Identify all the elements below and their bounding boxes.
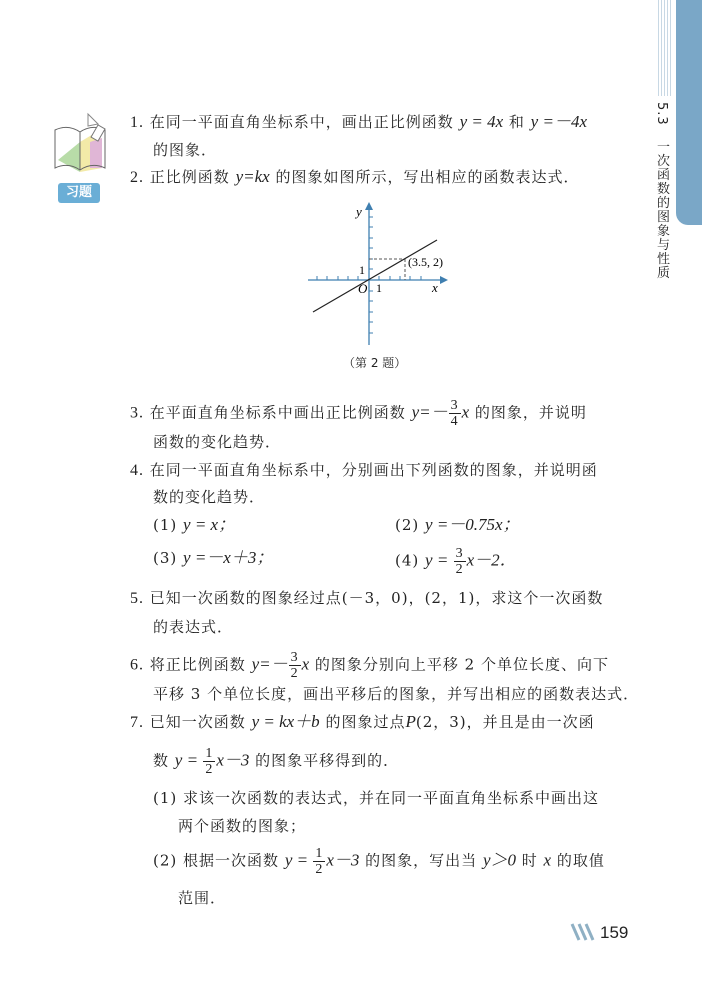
math: y =－4x: [530, 112, 587, 131]
subquestion-2: [153, 846, 605, 877]
math: y = x；: [183, 515, 236, 534]
fraction: [203, 746, 215, 777]
text: 的图象如图所示，写出相应的函数表达式．: [269, 168, 580, 186]
item-3: [153, 548, 273, 568]
text: 数: [153, 751, 175, 770]
label: (4): [395, 551, 420, 570]
math: x－3: [326, 850, 360, 870]
problem-4-cont: 数的变化趋势．: [153, 488, 266, 506]
numerator: 3: [290, 650, 299, 665]
problem-4: [130, 460, 598, 481]
point-label: (3.5, 2): [408, 255, 443, 269]
text: 时: [515, 851, 544, 870]
x-tick-label: 1: [376, 281, 382, 295]
y-label: y: [356, 204, 362, 219]
text: 求该一次函数的表达式，并在同一平面直角坐标系中画出这: [183, 789, 600, 807]
fraction: [289, 650, 301, 681]
text: 的图象过点: [319, 713, 406, 731]
problem-3-cont: 函数的变化趋势．: [153, 433, 282, 451]
math: y＞0: [482, 850, 516, 870]
x-label: x: [432, 280, 438, 295]
math: y=－: [251, 654, 288, 674]
figure-graph: [300, 200, 450, 350]
text: 根据一次函数: [183, 851, 285, 870]
numerator: 1: [315, 846, 324, 861]
math: x: [461, 402, 470, 422]
function-line: [313, 240, 437, 312]
problem-number: 3.: [130, 404, 144, 422]
text: 的图象分别向上平移 2 个单位长度、向下: [309, 655, 609, 674]
text: 正比例函数: [149, 168, 236, 186]
problem-5-cont: 的表达式．: [153, 618, 234, 636]
label: (1): [153, 789, 178, 807]
math: P: [405, 712, 416, 731]
math: y =－0.75x；: [425, 515, 520, 534]
decorative-rules: [658, 0, 672, 96]
problem-7: [130, 712, 595, 733]
numerator: 3: [450, 398, 459, 413]
problem-3: [130, 398, 587, 429]
denominator: 2: [315, 862, 324, 877]
fraction: [449, 398, 461, 429]
text: 在同一平面直角坐标系中，分别画出下列函数的图象，并说明函: [149, 461, 598, 479]
chapter-tab: [676, 0, 702, 225]
text: 的图象，并说明: [469, 403, 587, 422]
label: (2): [153, 851, 178, 870]
math: y =: [174, 750, 203, 770]
text: 将正比例函数: [149, 655, 252, 674]
exercise-badge: 习题: [58, 183, 100, 203]
text: 已知一次函数的图象经过点(－3，0)，(2，1)，求这个一次函数: [149, 589, 604, 607]
y-tick-label: 1: [359, 263, 365, 277]
problem-2: [130, 167, 579, 188]
page-number: 159: [600, 923, 629, 942]
math: y = kx＋b: [251, 712, 320, 731]
math: y=kx: [235, 167, 270, 186]
text: (2，3)，并且是由一次函: [415, 713, 595, 731]
y-arrow-icon: [365, 202, 373, 210]
section-title: 5.3 一次函数的图象与性质: [654, 102, 669, 280]
math: y =: [425, 550, 453, 570]
numerator: 3: [455, 546, 464, 561]
math: y = 4x: [459, 112, 504, 131]
item-1: [153, 515, 235, 535]
problem-number: 5.: [130, 590, 144, 607]
math: x: [301, 654, 310, 674]
text: 在平面直角坐标系中画出正比例函数: [149, 403, 412, 422]
math: y =－x＋3；: [183, 548, 274, 567]
fraction: [454, 546, 466, 577]
item-2: [395, 515, 520, 535]
problem-number: 2.: [130, 169, 144, 186]
math: x－3: [216, 750, 250, 770]
x-arrow-icon: [440, 276, 448, 284]
subquestion-2-cont: 范围．: [178, 889, 227, 907]
math: y =: [284, 850, 313, 870]
text: 的图象，写出当: [359, 851, 483, 870]
math: y=－: [411, 402, 448, 422]
problem-number: 4.: [130, 462, 144, 479]
problem-6-cont: 平移 3 个单位长度，画出平移后的图象，并写出相应的函数表达式．: [153, 685, 640, 703]
problem-number: 6.: [130, 656, 144, 674]
text: 已知一次函数: [149, 713, 252, 731]
problem-number: 1.: [130, 114, 144, 131]
problem-number: 7.: [130, 714, 144, 731]
page-stripes-icon: [570, 922, 598, 942]
math: x－2．: [466, 550, 517, 570]
problem-5: [130, 588, 603, 609]
denominator: 2: [205, 762, 214, 777]
fraction: [313, 846, 325, 877]
label: (3): [153, 549, 178, 567]
math: x: [543, 850, 552, 870]
figure-caption: （第 2 题）: [343, 356, 407, 370]
label: (1): [153, 516, 178, 534]
denominator: 2: [290, 666, 299, 681]
label: (2): [395, 516, 420, 534]
problem-6: [130, 650, 609, 681]
subquestion-1: [153, 788, 599, 808]
problem-1: [130, 112, 587, 133]
problem-1-cont: 的图象．: [153, 141, 218, 159]
text: 的取值: [551, 851, 605, 870]
origin-label: O: [358, 281, 368, 296]
exercise-book-icon: [50, 112, 110, 180]
text: 的图象平移得到的．: [249, 751, 400, 770]
denominator: 2: [455, 562, 464, 577]
text: 和: [503, 113, 531, 131]
numerator: 1: [205, 746, 214, 761]
item-4: [395, 546, 517, 577]
subquestion-1-cont: 两个函数的图象；: [178, 817, 307, 835]
denominator: 4: [450, 414, 459, 429]
text: 在同一平面直角坐标系中，画出正比例函数: [149, 113, 460, 131]
problem-7-cont: [153, 746, 399, 777]
